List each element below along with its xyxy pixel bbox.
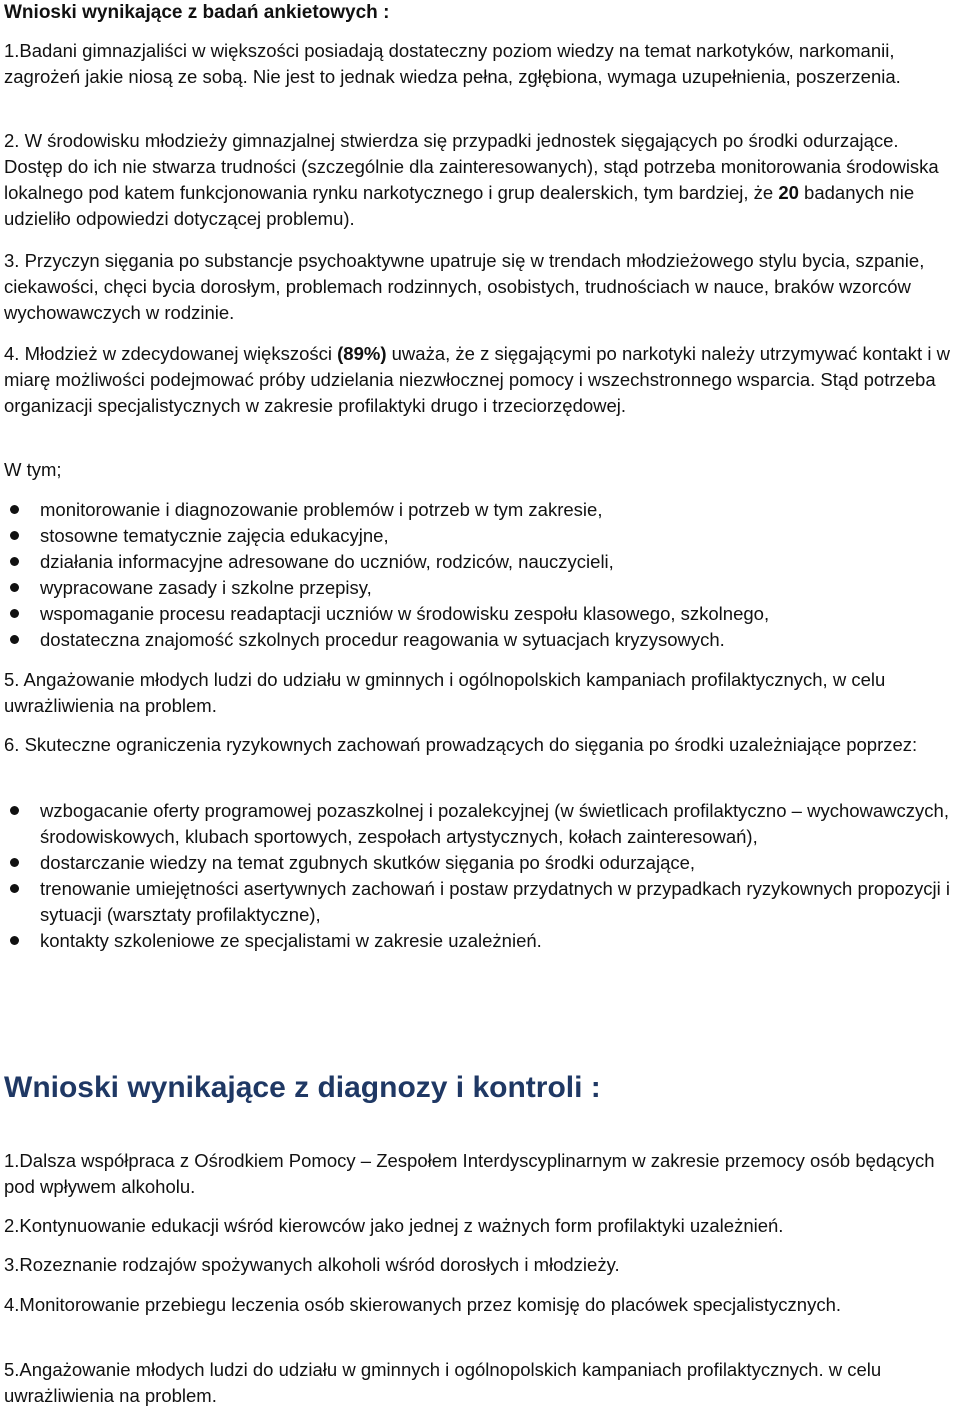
w-tym-label: W tym; bbox=[4, 459, 62, 480]
list-item bbox=[4, 798, 958, 850]
bullet-icon bbox=[10, 858, 19, 867]
bullet-icon bbox=[10, 531, 19, 540]
list-item-text: wypracowane zasady i szkolne przepisy, bbox=[40, 577, 372, 598]
list-item-text: działania informacyjne adresowane do uczniów, rodziców, nauczycieli, bbox=[40, 551, 614, 572]
list-item bbox=[4, 575, 958, 601]
list-item bbox=[4, 850, 958, 876]
list-item-text: monitorowanie i diagnozowanie problemów i potrzeb w tym zakresie, bbox=[40, 499, 603, 520]
bullet-icon bbox=[10, 583, 19, 592]
conclusion-4 bbox=[4, 341, 958, 419]
diagnosis-item-1: 1.Dalsza współpraca z Ośrodkiem Pomocy – Zespołem Interdyscyplinarnym w zakresie przemocy osób będących pod wpływem alkoholu. bbox=[4, 1150, 935, 1197]
bullet-icon bbox=[10, 505, 19, 514]
bullet-icon bbox=[10, 936, 19, 945]
list-item-text: wzbogacanie oferty programowej pozaszkolnej i pozalekcyjnej (w świetlicach profilaktyczno – wychowawczych, środowiskowych, klubach sportowych, zespołach artystycznych, kołach zainteresowań), bbox=[40, 800, 949, 847]
conclusion-4-percent: (89%) bbox=[337, 343, 387, 364]
list-item bbox=[4, 928, 958, 954]
list-item-text: trenowanie umiejętności asertywnych zachowań i postaw przydatnych w przypadkach ryzykownych propozycji i sytuacji (warsztaty profilaktyczne), bbox=[40, 878, 950, 925]
diagnosis-item-4: 4.Monitorowanie przebiegu leczenia osób skierowanych przez komisję do placówek specjalistycznych. bbox=[4, 1294, 842, 1315]
bullet-icon bbox=[10, 884, 19, 893]
conclusion-4-text-a: 4. Młodzież w zdecydowanej większości bbox=[4, 343, 338, 364]
conclusion-3: 3. Przyczyn sięgania po substancje psychoaktywne upatruje się w trendach młodzieżowego stylu bycia, szpanie, ciekawości, chęci bycia dorosłym, problemach rodzinnych, osobistych, trudnościach w nauce, braków wzorców wychowawczych w rodzinie. bbox=[4, 250, 925, 323]
actions-list bbox=[4, 497, 958, 653]
diagnosis-item-2: 2.Kontynuowanie edukacji wśród kierowców jako jednej z ważnych form profilaktyki uzależnień. bbox=[4, 1215, 784, 1236]
conclusion-4-text-b: uważa, że z sięgającymi po narkotyki należy utrzymywać kontakt i w miarę możliwości podejmować próby udzielania niezwłocznej pomocy i wszechstronnego wsparcia. Stąd potrzeba organizacji specjalistycznych w zakresie profilaktyki drugo i trzeciorzędowej. bbox=[4, 343, 950, 416]
conclusion-2-text-a: 2. W środowisku młodzieży gimnazjalnej stwierdza się przypadki jednostek sięgających po środki odurzające. Dostęp do ich nie stwarza trudności (szczególnie dla zainteresowanych), stąd potrzeba monitorowania środowiska lokalnego pod katem funkcjonowania rynku narkotycznego i grup dealerskich, tym bardziej, że bbox=[4, 130, 939, 203]
list-item-text: stosowne tematycznie zajęcia edukacyjne, bbox=[40, 525, 389, 546]
list-item bbox=[4, 497, 958, 523]
bullet-icon bbox=[10, 557, 19, 566]
list-item bbox=[4, 523, 958, 549]
conclusion-6: 6. Skuteczne ograniczenia ryzykownych zachowań prowadzących do sięgania po środki uzależniające poprzez: bbox=[4, 734, 918, 755]
list-item bbox=[4, 627, 958, 653]
bullet-icon bbox=[10, 609, 19, 618]
bullet-icon bbox=[10, 806, 19, 815]
list-item bbox=[4, 876, 958, 928]
list-item bbox=[4, 549, 958, 575]
list-item bbox=[4, 601, 958, 627]
list-item-text: wspomaganie procesu readaptacji uczniów w środowisku zespołu klasowego, szkolnego, bbox=[40, 603, 770, 624]
conclusion-2-text-b: badanych nie udzieliło odpowiedzi dotyczącej problemu). bbox=[4, 182, 915, 229]
diagnosis-item-5: 5.Angażowanie młodych ludzi do udziału w gminnych i ogólnopolskich kampaniach profilaktycznych. w celu uwrażliwienia na problem. bbox=[4, 1359, 882, 1406]
diagnosis-item-3: 3.Rozeznanie rodzajów spożywanych alkoholi wśród dorosłych i młodzieży. bbox=[4, 1254, 620, 1275]
list-item-text: kontakty szkoleniowe ze specjalistami w zakresie uzależnień. bbox=[40, 930, 542, 951]
prevention-list bbox=[4, 798, 958, 954]
conclusion-5: 5. Angażowanie młodych ludzi do udziału w gminnych i ogólnopolskich kampaniach profilaktycznych, w celu uwrażliwienia na problem. bbox=[4, 669, 886, 716]
survey-conclusions-heading: Wnioski wynikające z badań ankietowych : bbox=[4, 2, 390, 23]
bullet-icon bbox=[10, 635, 19, 644]
list-item-text: dostarczanie wiedzy na temat zgubnych skutków sięgania po środki odurzające, bbox=[40, 852, 696, 873]
conclusion-2 bbox=[4, 128, 958, 232]
diagnosis-conclusions-heading: Wnioski wynikające z diagnozy i kontroli : bbox=[4, 1071, 601, 1104]
conclusion-1: 1.Badani gimnazjaliści w większości posiadają dostateczny poziom wiedzy na temat narkotyków, narkomanii, zagrożeń jakie niosą ze sobą. Nie jest to jednak wiedza pełna, zgłębiona, wymaga uzupełnienia, poszerzenia. bbox=[4, 40, 901, 87]
conclusion-2-count: 20 bbox=[778, 182, 799, 203]
list-item-text: dostateczna znajomość szkolnych procedur reagowania w sytuacjach kryzysowych. bbox=[40, 629, 725, 650]
